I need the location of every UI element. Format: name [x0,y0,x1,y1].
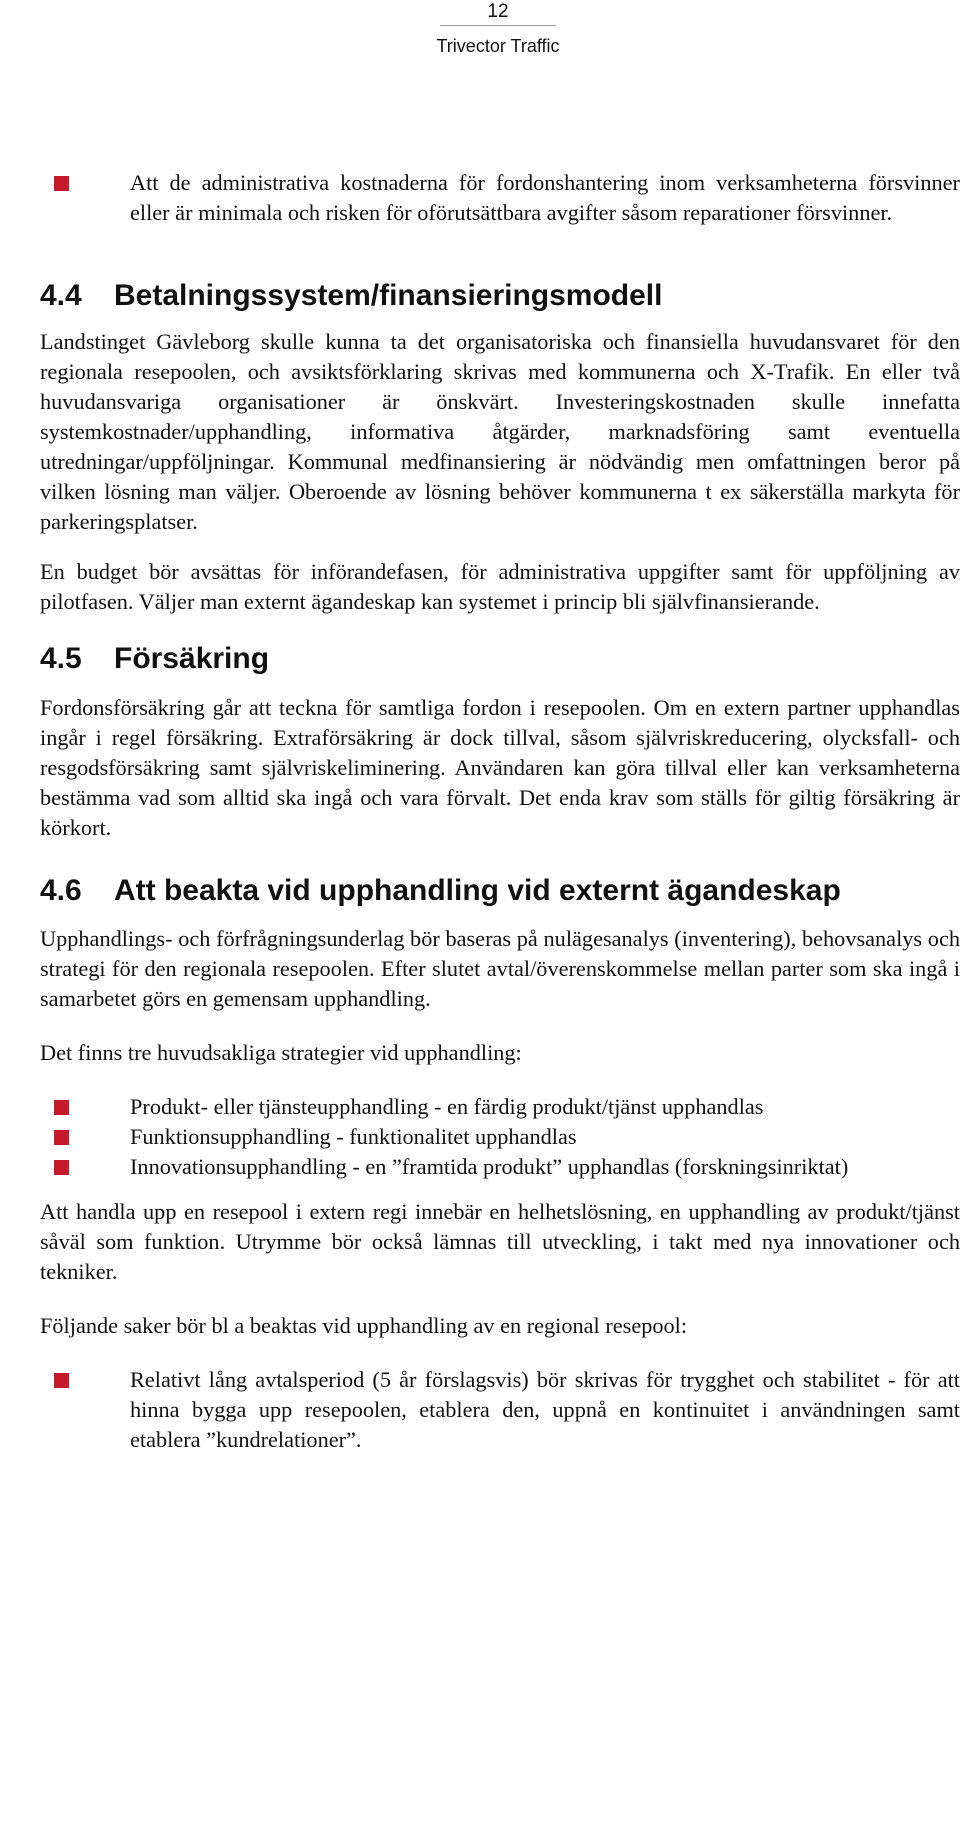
paragraph: En budget bör avsättas för införandefasen, för administrativa uppgifter samt för uppföljning av pilotfasen. Väljer man externt ägandeskap kan systemet i princip bli självfinansierande. [40,559,960,614]
consideration-bullet-list [40,1365,960,1455]
square-bullet-icon [54,1130,69,1145]
square-bullet-icon [54,1100,69,1115]
paragraph: Att handla upp en resepool i extern regi innebär en helhetslösning, en upphandling av produkt/tjänst såväl som funktion. Utrymme bör också lämnas till utveckling, i takt med nya innovationer och tekniker. [40,1199,960,1284]
strategy-bullet-list [40,1092,960,1182]
section-heading-4-4 [40,278,960,314]
list-item [130,168,960,228]
page-number: 12 [440,0,556,26]
list-item-text: Att de administrativa kostnaderna för fordonshantering inom verksamheterna försvinner eller är minimala och risken för oförutsättbara avgifter såsom reparationer försvinner. [130,170,960,225]
list-item-text: Funktionsupphandling - funktionalitet upphandlas [130,1124,577,1149]
section-number: 4.5 [40,642,82,675]
section-number: 4.4 [40,279,82,312]
section-title: Att beakta vid upphandling vid externt ägandeskap [114,874,841,907]
section-title: Betalningssystem/finansieringsmodell [114,279,663,312]
list-item [130,1152,960,1182]
paragraph: Det finns tre huvudsakliga strategier vid upphandling: [40,1040,522,1065]
running-title: Trivector Traffic [436,36,560,56]
page-content [40,168,960,1455]
list-item [130,1092,960,1122]
paragraph: Följande saker bör bl a beaktas vid upphandling av en regional resepool: [40,1313,688,1338]
page-header [436,0,560,57]
section-title: Försäkring [114,642,270,675]
section-heading-4-5 [40,641,960,677]
square-bullet-icon [54,176,69,191]
list-item [130,1365,960,1455]
section-heading-4-6 [40,873,960,909]
list-item-text: Produkt- eller tjänsteupphandling - en färdig produkt/tjänst upphandlas [130,1094,764,1119]
list-item-text: Relativt lång avtalsperiod (5 år förslagsvis) bör skrivas för trygghet och stabilitet - för att hinna bygga upp resepoolen, etablera den, uppnå en kontinuitet i användningen samt etablera ”kundrelationer”. [130,1367,960,1452]
intro-bullet-list [40,168,960,228]
paragraph: Fordonsförsäkring går att teckna för samtliga fordon i resepoolen. Om en extern partner upphandlas ingår i regel försäkring. Extraförsäkring är dock tillval, såsom självriskreducering, olycksfall- och resgodsförsäkring samt självriskeliminering. Användaren kan göra tillval eller kan verksamheterna bestämma vad som alltid ska ingå och vara förvalt. Det enda krav som ställs för giltig försäkring är körkort. [40,695,960,840]
paragraph: Landstinget Gävleborg skulle kunna ta det organisatoriska och finansiella huvudansvaret för den regionala resepoolen, och avsiktsförklaring skrivas med kommunerna och X-Trafik. En eller två huvudansvariga organisationer är önskvärt. Investeringskostnaden skulle innefatta systemkostnader/upphandling, informativa åtgärder, marknadsföring samt eventuella utredningar/uppföljningar. Kommunal medfinansiering är nödvändig men omfattningen beror på vilken lösning man väljer. Oberoende av lösning behöver kommunerna t ex säkerställa markyta för parkeringsplatser. [40,329,960,534]
list-item [130,1122,960,1152]
square-bullet-icon [54,1373,69,1388]
square-bullet-icon [54,1160,69,1175]
list-item-text: Innovationsupphandling - en ”framtida produkt” upphandlas (forskningsinriktat) [130,1154,849,1179]
section-number: 4.6 [40,874,82,907]
paragraph: Upphandlings- och förfrågningsunderlag bör baseras på nulägesanalys (inventering), behovsanalys och strategi för den regionala resepoolen. Efter slutet avtal/överenskommelse mellan parter som ska ingå i samarbetet görs en gemensam upphandling. [40,926,960,1011]
